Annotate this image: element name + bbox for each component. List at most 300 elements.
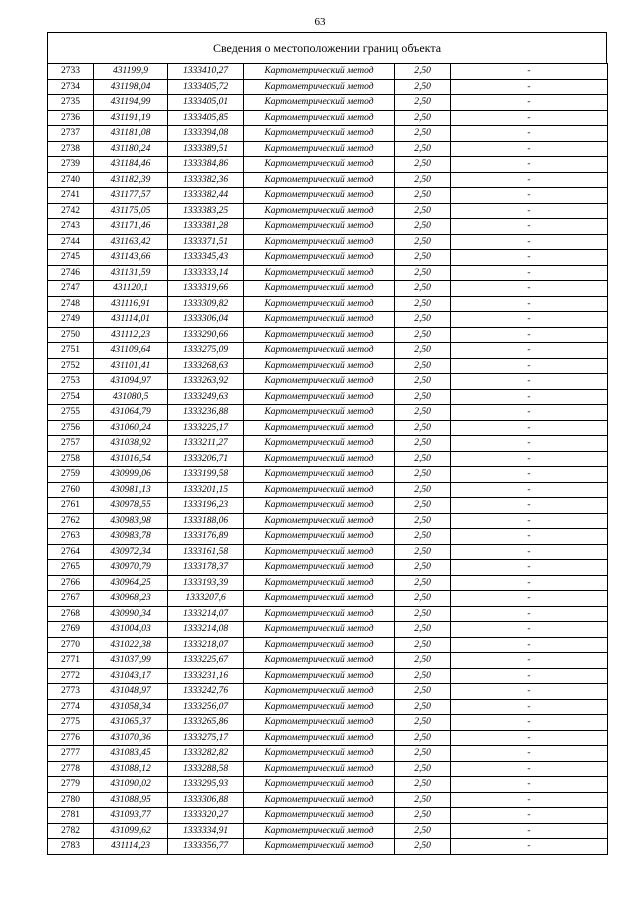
- note-cell: -: [451, 95, 608, 111]
- note-cell: -: [451, 219, 608, 235]
- method-cell: Картометрический метод: [244, 389, 395, 405]
- y-coordinate-cell: 1333188,06: [168, 513, 244, 529]
- x-coordinate-cell: 431112,23: [94, 327, 168, 343]
- x-coordinate-cell: 431171,46: [94, 219, 168, 235]
- x-coordinate-cell: 431093,77: [94, 808, 168, 824]
- precision-cell: 2,50: [395, 374, 451, 390]
- point-number-cell: 2734: [48, 79, 94, 95]
- method-cell: Картометрический метод: [244, 265, 395, 281]
- point-number-cell: 2753: [48, 374, 94, 390]
- x-coordinate-cell: 431004,03: [94, 622, 168, 638]
- table-row: [48, 451, 608, 467]
- y-coordinate-cell: 1333356,77: [168, 839, 244, 855]
- method-cell: Картометрический метод: [244, 730, 395, 746]
- y-coordinate-cell: 1333196,23: [168, 498, 244, 514]
- table-row: [48, 172, 608, 188]
- x-coordinate-cell: 431184,46: [94, 157, 168, 173]
- y-coordinate-cell: 1333214,08: [168, 622, 244, 638]
- note-cell: -: [451, 327, 608, 343]
- method-cell: Картометрический метод: [244, 513, 395, 529]
- point-number-cell: 2757: [48, 436, 94, 452]
- table-row: [48, 110, 608, 126]
- table-row: [48, 296, 608, 312]
- note-cell: -: [451, 808, 608, 824]
- point-number-cell: 2742: [48, 203, 94, 219]
- point-number-cell: 2767: [48, 591, 94, 607]
- table-row: [48, 265, 608, 281]
- note-cell: -: [451, 157, 608, 173]
- y-coordinate-cell: 1333225,67: [168, 653, 244, 669]
- table-row: [48, 95, 608, 111]
- note-cell: -: [451, 498, 608, 514]
- method-cell: Картометрический метод: [244, 699, 395, 715]
- note-cell: -: [451, 420, 608, 436]
- note-cell: -: [451, 730, 608, 746]
- method-cell: Картометрический метод: [244, 622, 395, 638]
- method-cell: Картометрический метод: [244, 823, 395, 839]
- point-number-cell: 2752: [48, 358, 94, 374]
- y-coordinate-cell: 1333405,85: [168, 110, 244, 126]
- method-cell: Картометрический метод: [244, 234, 395, 250]
- table-row: [48, 234, 608, 250]
- method-cell: Картометрический метод: [244, 684, 395, 700]
- precision-cell: 2,50: [395, 715, 451, 731]
- method-cell: Картометрический метод: [244, 482, 395, 498]
- table-row: [48, 823, 608, 839]
- precision-cell: 2,50: [395, 777, 451, 793]
- x-coordinate-cell: 431191,19: [94, 110, 168, 126]
- precision-cell: 2,50: [395, 203, 451, 219]
- precision-cell: 2,50: [395, 141, 451, 157]
- note-cell: -: [451, 141, 608, 157]
- x-coordinate-cell: 430972,34: [94, 544, 168, 560]
- coordinates-table: [47, 63, 608, 855]
- method-cell: Картометрический метод: [244, 374, 395, 390]
- x-coordinate-cell: 430978,55: [94, 498, 168, 514]
- x-coordinate-cell: 431143,66: [94, 250, 168, 266]
- x-coordinate-cell: 431083,45: [94, 746, 168, 762]
- method-cell: Картометрический метод: [244, 777, 395, 793]
- x-coordinate-cell: 430968,23: [94, 591, 168, 607]
- y-coordinate-cell: 1333236,88: [168, 405, 244, 421]
- point-number-cell: 2769: [48, 622, 94, 638]
- point-number-cell: 2748: [48, 296, 94, 312]
- point-number-cell: 2779: [48, 777, 94, 793]
- y-coordinate-cell: 1333320,27: [168, 808, 244, 824]
- table-row: [48, 544, 608, 560]
- x-coordinate-cell: 431182,39: [94, 172, 168, 188]
- table-row: [48, 560, 608, 576]
- y-coordinate-cell: 1333309,82: [168, 296, 244, 312]
- method-cell: Картометрический метод: [244, 715, 395, 731]
- method-cell: Картометрический метод: [244, 219, 395, 235]
- table-row: [48, 141, 608, 157]
- precision-cell: 2,50: [395, 110, 451, 126]
- method-cell: Картометрический метод: [244, 405, 395, 421]
- note-cell: -: [451, 467, 608, 483]
- point-number-cell: 2760: [48, 482, 94, 498]
- x-coordinate-cell: 431094,97: [94, 374, 168, 390]
- point-number-cell: 2759: [48, 467, 94, 483]
- y-coordinate-cell: 1333242,76: [168, 684, 244, 700]
- note-cell: -: [451, 358, 608, 374]
- point-number-cell: 2741: [48, 188, 94, 204]
- note-cell: -: [451, 188, 608, 204]
- x-coordinate-cell: 431058,34: [94, 699, 168, 715]
- point-number-cell: 2755: [48, 405, 94, 421]
- table-row: [48, 777, 608, 793]
- y-coordinate-cell: 1333333,14: [168, 265, 244, 281]
- precision-cell: 2,50: [395, 358, 451, 374]
- note-cell: -: [451, 343, 608, 359]
- precision-cell: 2,50: [395, 498, 451, 514]
- section-title: Сведения о местоположении границ объекта: [47, 32, 607, 63]
- point-number-cell: 2777: [48, 746, 94, 762]
- note-cell: -: [451, 203, 608, 219]
- note-cell: -: [451, 374, 608, 390]
- precision-cell: 2,50: [395, 730, 451, 746]
- table-row: [48, 405, 608, 421]
- method-cell: Картометрический метод: [244, 172, 395, 188]
- precision-cell: 2,50: [395, 327, 451, 343]
- precision-cell: 2,50: [395, 823, 451, 839]
- precision-cell: 2,50: [395, 79, 451, 95]
- precision-cell: 2,50: [395, 513, 451, 529]
- x-coordinate-cell: 431080,5: [94, 389, 168, 405]
- method-cell: Картометрический метод: [244, 591, 395, 607]
- method-cell: Картометрический метод: [244, 79, 395, 95]
- note-cell: -: [451, 668, 608, 684]
- y-coordinate-cell: 1333382,44: [168, 188, 244, 204]
- note-cell: -: [451, 637, 608, 653]
- point-number-cell: 2754: [48, 389, 94, 405]
- y-coordinate-cell: 1333389,51: [168, 141, 244, 157]
- point-number-cell: 2773: [48, 684, 94, 700]
- point-number-cell: 2758: [48, 451, 94, 467]
- point-number-cell: 2735: [48, 95, 94, 111]
- x-coordinate-cell: 431022,38: [94, 637, 168, 653]
- x-coordinate-cell: 431099,62: [94, 823, 168, 839]
- x-coordinate-cell: 431120,1: [94, 281, 168, 297]
- y-coordinate-cell: 1333207,6: [168, 591, 244, 607]
- y-coordinate-cell: 1333231,16: [168, 668, 244, 684]
- precision-cell: 2,50: [395, 591, 451, 607]
- table-row: [48, 637, 608, 653]
- method-cell: Картометрический метод: [244, 157, 395, 173]
- y-coordinate-cell: 1333161,58: [168, 544, 244, 560]
- method-cell: Картометрический метод: [244, 606, 395, 622]
- method-cell: Картометрический метод: [244, 95, 395, 111]
- table-row: [48, 668, 608, 684]
- x-coordinate-cell: 431060,24: [94, 420, 168, 436]
- precision-cell: 2,50: [395, 436, 451, 452]
- table-row: [48, 715, 608, 731]
- y-coordinate-cell: 1333288,58: [168, 761, 244, 777]
- table-row: [48, 761, 608, 777]
- note-cell: -: [451, 126, 608, 142]
- y-coordinate-cell: 1333214,07: [168, 606, 244, 622]
- y-coordinate-cell: 1333405,72: [168, 79, 244, 95]
- point-number-cell: 2776: [48, 730, 94, 746]
- method-cell: Картометрический метод: [244, 436, 395, 452]
- note-cell: -: [451, 544, 608, 560]
- note-cell: -: [451, 110, 608, 126]
- note-cell: -: [451, 606, 608, 622]
- note-cell: -: [451, 64, 608, 80]
- y-coordinate-cell: 1333256,07: [168, 699, 244, 715]
- precision-cell: 2,50: [395, 389, 451, 405]
- precision-cell: 2,50: [395, 808, 451, 824]
- x-coordinate-cell: 430983,98: [94, 513, 168, 529]
- point-number-cell: 2775: [48, 715, 94, 731]
- method-cell: Картометрический метод: [244, 126, 395, 142]
- x-coordinate-cell: 431070,36: [94, 730, 168, 746]
- precision-cell: 2,50: [395, 234, 451, 250]
- table-row: [48, 420, 608, 436]
- y-coordinate-cell: 1333225,17: [168, 420, 244, 436]
- point-number-cell: 2761: [48, 498, 94, 514]
- note-cell: -: [451, 281, 608, 297]
- precision-cell: 2,50: [395, 405, 451, 421]
- x-coordinate-cell: 431016,54: [94, 451, 168, 467]
- y-coordinate-cell: 1333410,27: [168, 64, 244, 80]
- note-cell: -: [451, 777, 608, 793]
- note-cell: -: [451, 653, 608, 669]
- method-cell: Картометрический метод: [244, 250, 395, 266]
- table-row: [48, 126, 608, 142]
- point-number-cell: 2749: [48, 312, 94, 328]
- point-number-cell: 2739: [48, 157, 94, 173]
- table-row: [48, 591, 608, 607]
- x-coordinate-cell: 431037,99: [94, 653, 168, 669]
- y-coordinate-cell: 1333306,04: [168, 312, 244, 328]
- x-coordinate-cell: 431088,12: [94, 761, 168, 777]
- table-row: [48, 79, 608, 95]
- point-number-cell: 2768: [48, 606, 94, 622]
- table-row: [48, 374, 608, 390]
- method-cell: Картометрический метод: [244, 792, 395, 808]
- table-row: [48, 203, 608, 219]
- method-cell: Картометрический метод: [244, 839, 395, 855]
- note-cell: -: [451, 250, 608, 266]
- point-number-cell: 2780: [48, 792, 94, 808]
- y-coordinate-cell: 1333199,58: [168, 467, 244, 483]
- method-cell: Картометрический метод: [244, 343, 395, 359]
- x-coordinate-cell: 430983,78: [94, 529, 168, 545]
- table-row: [48, 529, 608, 545]
- y-coordinate-cell: 1333382,36: [168, 172, 244, 188]
- note-cell: -: [451, 513, 608, 529]
- y-coordinate-cell: 1333275,17: [168, 730, 244, 746]
- note-cell: -: [451, 684, 608, 700]
- table-row: [48, 281, 608, 297]
- point-number-cell: 2762: [48, 513, 94, 529]
- method-cell: Картометрический метод: [244, 668, 395, 684]
- point-number-cell: 2783: [48, 839, 94, 855]
- method-cell: Картометрический метод: [244, 64, 395, 80]
- y-coordinate-cell: 1333405,01: [168, 95, 244, 111]
- x-coordinate-cell: 431163,42: [94, 234, 168, 250]
- method-cell: Картометрический метод: [244, 637, 395, 653]
- point-number-cell: 2782: [48, 823, 94, 839]
- y-coordinate-cell: 1333206,71: [168, 451, 244, 467]
- boundary-sheet: [47, 32, 607, 855]
- precision-cell: 2,50: [395, 482, 451, 498]
- table-row: [48, 792, 608, 808]
- point-number-cell: 2766: [48, 575, 94, 591]
- precision-cell: 2,50: [395, 653, 451, 669]
- table-row: [48, 839, 608, 855]
- precision-cell: 2,50: [395, 219, 451, 235]
- method-cell: Картометрический метод: [244, 498, 395, 514]
- precision-cell: 2,50: [395, 250, 451, 266]
- point-number-cell: 2747: [48, 281, 94, 297]
- method-cell: Картометрический метод: [244, 761, 395, 777]
- x-coordinate-cell: 431090,02: [94, 777, 168, 793]
- point-number-cell: 2771: [48, 653, 94, 669]
- method-cell: Картометрический метод: [244, 746, 395, 762]
- precision-cell: 2,50: [395, 606, 451, 622]
- table-row: [48, 250, 608, 266]
- y-coordinate-cell: 1333371,51: [168, 234, 244, 250]
- point-number-cell: 2737: [48, 126, 94, 142]
- table-row: [48, 219, 608, 235]
- x-coordinate-cell: 431180,24: [94, 141, 168, 157]
- y-coordinate-cell: 1333319,66: [168, 281, 244, 297]
- point-number-cell: 2744: [48, 234, 94, 250]
- point-number-cell: 2736: [48, 110, 94, 126]
- table-row: [48, 622, 608, 638]
- y-coordinate-cell: 1333263,92: [168, 374, 244, 390]
- table-row: [48, 358, 608, 374]
- x-coordinate-cell: 431116,91: [94, 296, 168, 312]
- note-cell: -: [451, 436, 608, 452]
- y-coordinate-cell: 1333345,43: [168, 250, 244, 266]
- table-row: [48, 467, 608, 483]
- y-coordinate-cell: 1333383,25: [168, 203, 244, 219]
- note-cell: -: [451, 575, 608, 591]
- x-coordinate-cell: 430990,34: [94, 606, 168, 622]
- point-number-cell: 2774: [48, 699, 94, 715]
- note-cell: -: [451, 560, 608, 576]
- precision-cell: 2,50: [395, 126, 451, 142]
- page-number: 63: [314, 16, 326, 28]
- point-number-cell: 2733: [48, 64, 94, 80]
- note-cell: -: [451, 591, 608, 607]
- y-coordinate-cell: 1333211,27: [168, 436, 244, 452]
- method-cell: Картометрический метод: [244, 575, 395, 591]
- point-number-cell: 2781: [48, 808, 94, 824]
- note-cell: -: [451, 265, 608, 281]
- method-cell: Картометрический метод: [244, 544, 395, 560]
- x-coordinate-cell: 431177,57: [94, 188, 168, 204]
- table-row: [48, 746, 608, 762]
- x-coordinate-cell: 431101,41: [94, 358, 168, 374]
- x-coordinate-cell: 431114,23: [94, 839, 168, 855]
- x-coordinate-cell: 431048,97: [94, 684, 168, 700]
- note-cell: -: [451, 451, 608, 467]
- y-coordinate-cell: 1333290,66: [168, 327, 244, 343]
- table-row: [48, 389, 608, 405]
- point-number-cell: 2756: [48, 420, 94, 436]
- x-coordinate-cell: 431038,92: [94, 436, 168, 452]
- point-number-cell: 2763: [48, 529, 94, 545]
- method-cell: Картометрический метод: [244, 653, 395, 669]
- y-coordinate-cell: 1333394,08: [168, 126, 244, 142]
- point-number-cell: 2743: [48, 219, 94, 235]
- precision-cell: 2,50: [395, 343, 451, 359]
- table-row: [48, 653, 608, 669]
- method-cell: Картометрический метод: [244, 467, 395, 483]
- y-coordinate-cell: 1333193,39: [168, 575, 244, 591]
- note-cell: -: [451, 172, 608, 188]
- note-cell: -: [451, 823, 608, 839]
- precision-cell: 2,50: [395, 575, 451, 591]
- point-number-cell: 2740: [48, 172, 94, 188]
- note-cell: -: [451, 746, 608, 762]
- method-cell: Картометрический метод: [244, 327, 395, 343]
- y-coordinate-cell: 1333201,15: [168, 482, 244, 498]
- point-number-cell: 2746: [48, 265, 94, 281]
- y-coordinate-cell: 1333384,86: [168, 157, 244, 173]
- precision-cell: 2,50: [395, 792, 451, 808]
- note-cell: -: [451, 389, 608, 405]
- precision-cell: 2,50: [395, 529, 451, 545]
- point-number-cell: 2772: [48, 668, 94, 684]
- precision-cell: 2,50: [395, 281, 451, 297]
- x-coordinate-cell: 431181,08: [94, 126, 168, 142]
- table-row: [48, 498, 608, 514]
- point-number-cell: 2738: [48, 141, 94, 157]
- precision-cell: 2,50: [395, 746, 451, 762]
- table-row: [48, 327, 608, 343]
- point-number-cell: 2745: [48, 250, 94, 266]
- note-cell: -: [451, 405, 608, 421]
- precision-cell: 2,50: [395, 684, 451, 700]
- x-coordinate-cell: 431088,95: [94, 792, 168, 808]
- note-cell: -: [451, 699, 608, 715]
- note-cell: -: [451, 715, 608, 731]
- x-coordinate-cell: 431131,59: [94, 265, 168, 281]
- x-coordinate-cell: 431175,05: [94, 203, 168, 219]
- x-coordinate-cell: 431198,04: [94, 79, 168, 95]
- note-cell: -: [451, 234, 608, 250]
- method-cell: Картометрический метод: [244, 281, 395, 297]
- table-row: [48, 730, 608, 746]
- x-coordinate-cell: 431114,01: [94, 312, 168, 328]
- precision-cell: 2,50: [395, 296, 451, 312]
- precision-cell: 2,50: [395, 761, 451, 777]
- y-coordinate-cell: 1333282,82: [168, 746, 244, 762]
- y-coordinate-cell: 1333265,86: [168, 715, 244, 731]
- precision-cell: 2,50: [395, 95, 451, 111]
- method-cell: Картометрический метод: [244, 188, 395, 204]
- table-row: [48, 808, 608, 824]
- precision-cell: 2,50: [395, 64, 451, 80]
- table-row: [48, 699, 608, 715]
- note-cell: -: [451, 529, 608, 545]
- table-row: [48, 157, 608, 173]
- precision-cell: 2,50: [395, 157, 451, 173]
- y-coordinate-cell: 1333306,88: [168, 792, 244, 808]
- note-cell: -: [451, 79, 608, 95]
- method-cell: Картометрический метод: [244, 451, 395, 467]
- table-row: [48, 482, 608, 498]
- point-number-cell: 2778: [48, 761, 94, 777]
- precision-cell: 2,50: [395, 637, 451, 653]
- note-cell: -: [451, 792, 608, 808]
- y-coordinate-cell: 1333268,63: [168, 358, 244, 374]
